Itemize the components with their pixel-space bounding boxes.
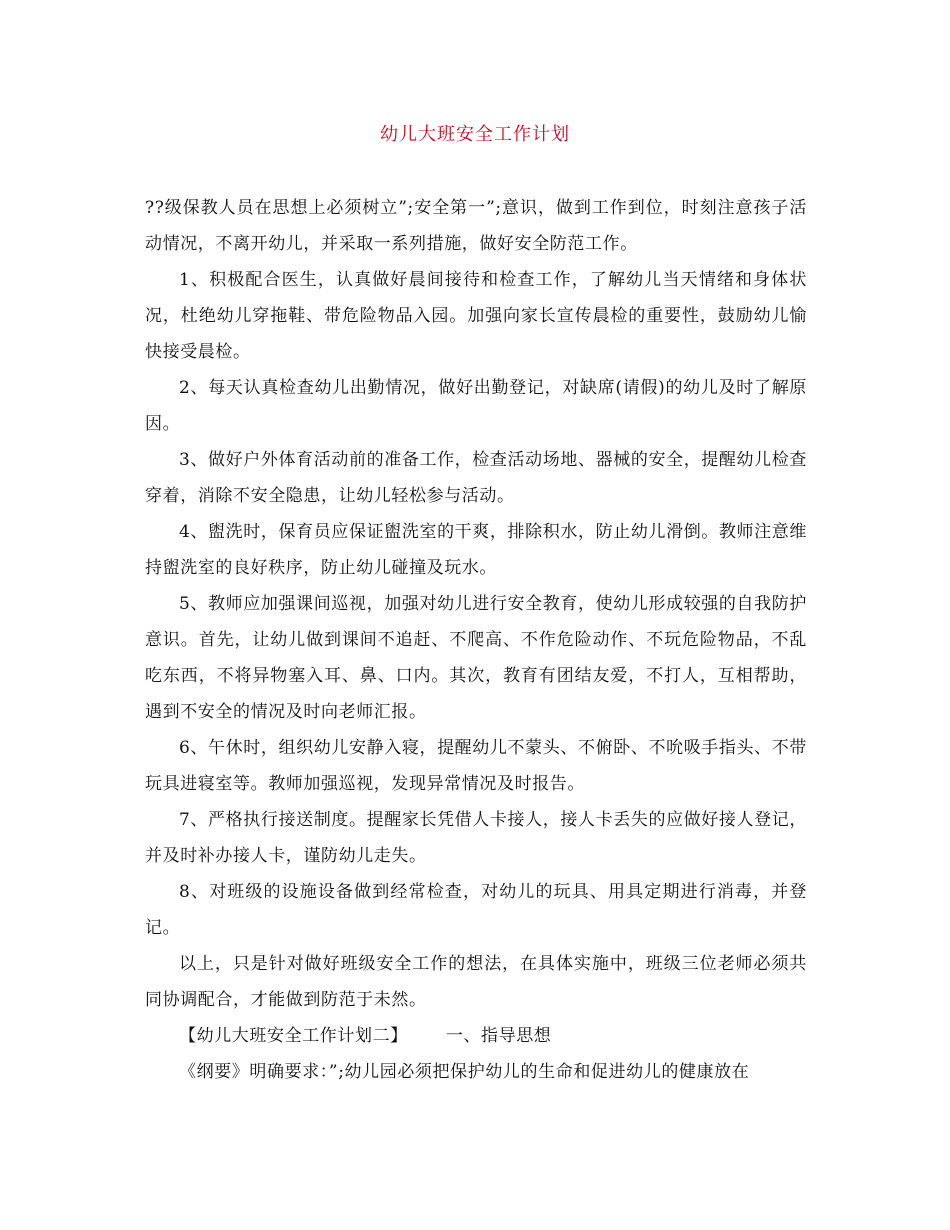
section2-heading-line bbox=[145, 1018, 807, 1054]
item-paragraph-1: 1、积极配合医生，认真做好晨间接待和检查工作，了解幼儿当天情绪和身体状况，杜绝幼儿穿拖鞋、带危险物品入园。加强向家长宣传晨检的重要性，鼓励幼儿愉快接受晨检。 bbox=[145, 270, 807, 362]
item-paragraph-2: 2、每天认真检查幼儿出勤情况，做好出勤登记，对缺席(请假)的幼儿及时了解原因。 bbox=[145, 378, 807, 434]
document-body bbox=[145, 190, 807, 1090]
document-title: 幼儿大班安全工作计划 bbox=[380, 124, 570, 145]
item-paragraph-3: 3、做好户外体育活动前的准备工作，检查活动场地、器械的安全，提醒幼儿检查穿着，消除不安全隐患，让幼儿轻松参与活动。 bbox=[145, 450, 807, 506]
section2-title: 【幼儿大班安全工作计划二】 bbox=[179, 1026, 408, 1046]
item-paragraph-7: 7、严格执行接送制度。提醒家长凭借人卡接人，接人卡丢失的应做好接人登记，并及时补办接人卡，谨防幼儿走失。 bbox=[145, 810, 807, 866]
item-paragraph-5: 5、教师应加强课间巡视，加强对幼儿进行安全教育，使幼儿形成较强的自我防护意识。首先，让幼儿做到课间不追赶、不爬高、不作危险动作、不玩危险物品，不乱吃东西，不将异物塞入耳、鼻、口内。其次，教育有团结友爱，不打人，互相帮助，遇到不安全的情况及时向老师汇报。 bbox=[145, 594, 807, 722]
section2-paragraph: 《纲要》明确要求：”;幼儿园必须把保护幼儿的生命和促进幼儿的健康放在 bbox=[179, 1062, 750, 1082]
item-paragraph-8: 8、对班级的设施设备做到经常检查，对幼儿的玩具、用具定期进行消毒，并登记。 bbox=[145, 882, 807, 938]
conclusion-paragraph: 以上，只是针对做好班级安全工作的想法，在具体实施中，班级三位老师必须共同协调配合，才能做到防范于未然。 bbox=[145, 954, 807, 1010]
intro-paragraph: ??级保教人员在思想上必须树立”;安全第一”;意识，做到工作到位，时刻注意孩子活动情况，不离开幼儿，并采取一系列措施，做好安全防范工作。 bbox=[145, 198, 807, 254]
item-paragraph-4: 4、盥洗时，保育员应保证盥洗室的干爽，排除积水，防止幼儿滑倒。教师注意维持盥洗室的良好秩序，防止幼儿碰撞及玩水。 bbox=[145, 522, 807, 578]
item-paragraph-6: 6、午休时，组织幼儿安静入寝，提醒幼儿不蒙头、不俯卧、不吮吸手指头、不带玩具进寝室等。教师加强巡视，发现异常情况及时报告。 bbox=[145, 738, 807, 794]
section2-heading: 一、指导思想 bbox=[445, 1026, 552, 1046]
